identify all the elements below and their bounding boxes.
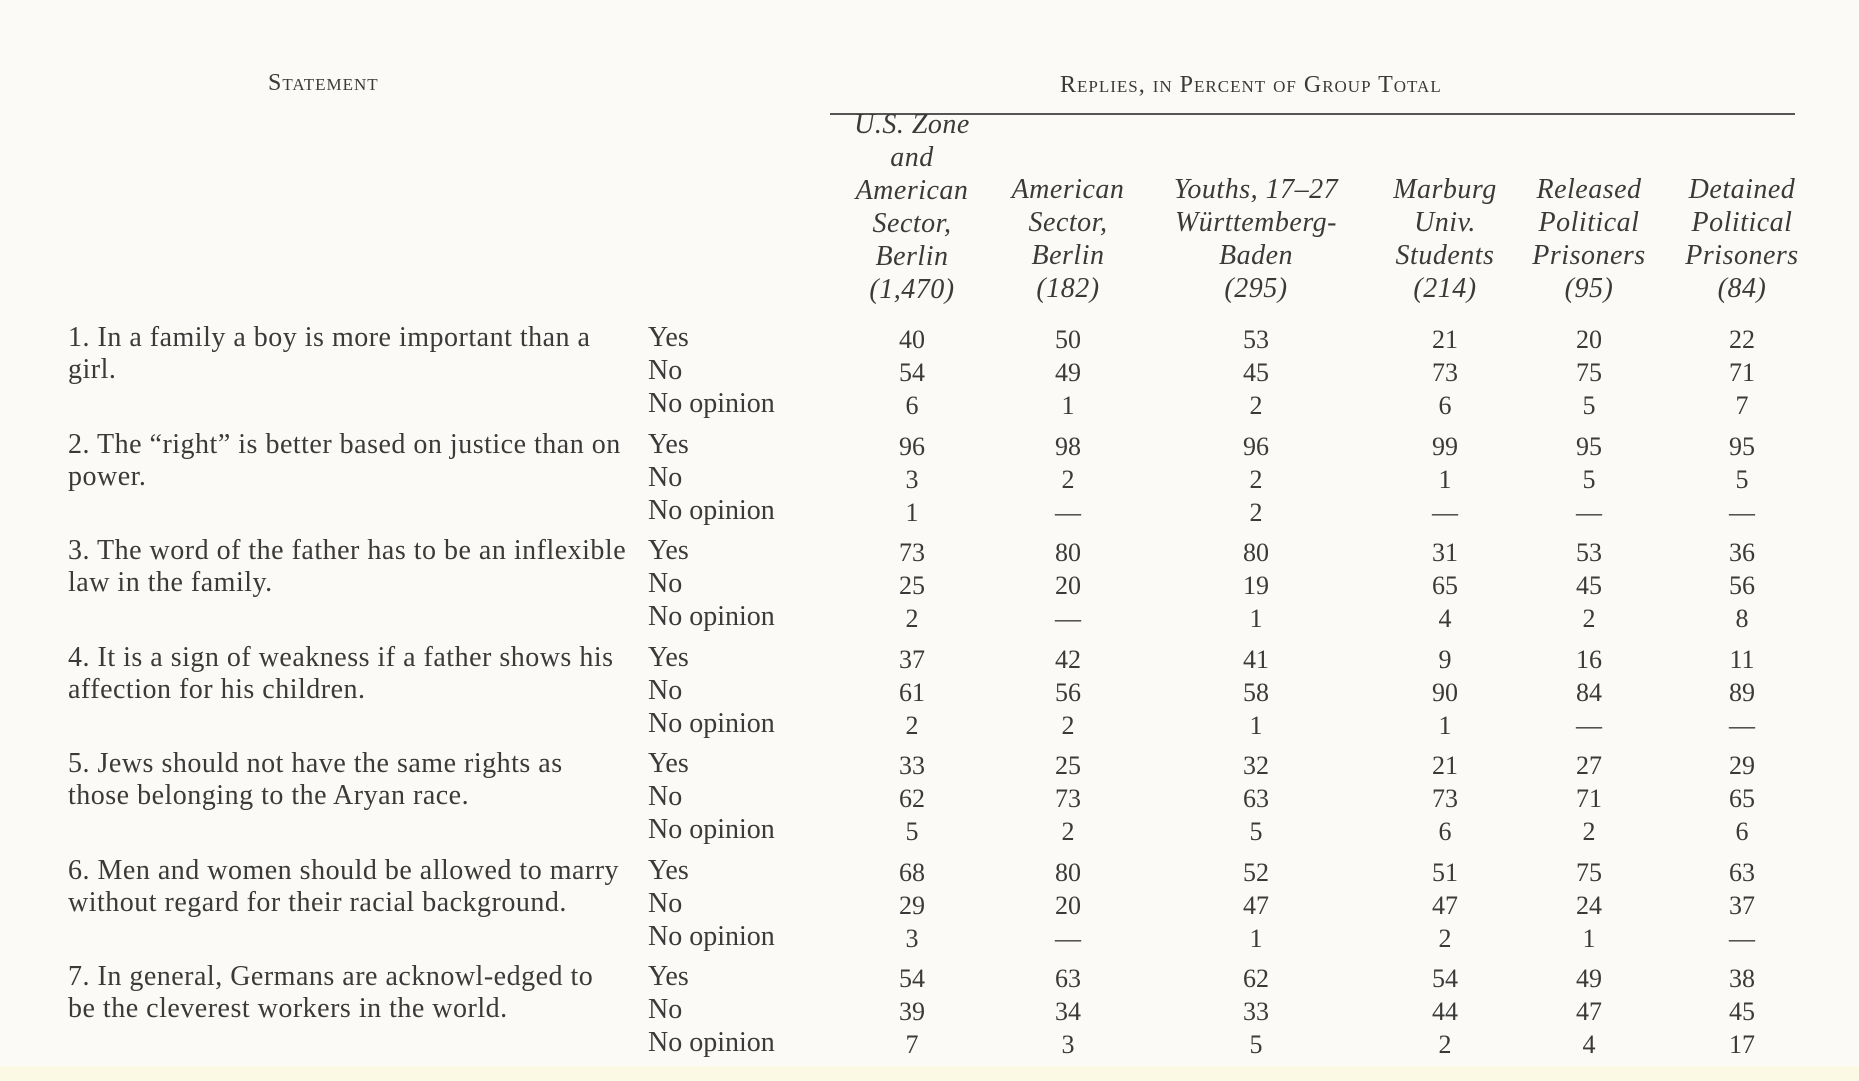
reply-label: No — [648, 994, 683, 1025]
percent-cell: 32 — [1243, 751, 1269, 780]
percent-cell: 63 — [1243, 784, 1269, 813]
reply-label: No opinion — [648, 814, 775, 845]
reply-label: Yes — [648, 429, 689, 460]
percent-cell: 47 — [1576, 997, 1602, 1026]
percent-cell: 47 — [1243, 891, 1269, 920]
percent-cell: — — [1055, 498, 1081, 527]
percent-cell: 73 — [899, 538, 925, 567]
reply-label: No opinion — [648, 708, 775, 739]
reply-label: No — [648, 568, 683, 599]
percent-cell: 95 — [1576, 432, 1602, 461]
percent-cell: 99 — [1432, 432, 1458, 461]
percent-cell: 2 — [1582, 817, 1596, 846]
reply-label: No opinion — [648, 495, 775, 526]
percent-cell: 49 — [1576, 964, 1602, 993]
statement-text: 3. The word of the father has to be an inflexible law in the family. — [68, 535, 627, 598]
reply-label: Yes — [648, 855, 689, 886]
percent-cell: 25 — [1055, 751, 1081, 780]
reply-label: No opinion — [648, 601, 775, 632]
reply-label: No — [648, 462, 683, 493]
percent-cell: 31 — [1432, 538, 1458, 567]
percent-cell: 27 — [1576, 751, 1602, 780]
percent-cell: 16 — [1576, 645, 1602, 674]
statement-text: 7. In general, Germans are acknowl-edged to be the cleverest workers in the world. — [68, 961, 594, 1024]
percent-cell: 71 — [1576, 784, 1602, 813]
percent-cell: 1 — [1249, 604, 1263, 633]
percent-cell: 2 — [905, 604, 919, 633]
reply-label: No opinion — [648, 388, 775, 419]
percent-cell: 29 — [899, 891, 925, 920]
reply-label: Yes — [648, 961, 689, 992]
percent-cell: 38 — [1729, 964, 1755, 993]
percent-cell: 1 — [1438, 711, 1452, 740]
statement-text: 1. In a family a boy is more important than a girl. — [68, 322, 591, 385]
percent-cell: 45 — [1729, 997, 1755, 1026]
reply-label: No — [648, 888, 683, 919]
percent-cell: 2 — [1438, 924, 1452, 953]
percent-cell: 36 — [1729, 538, 1755, 567]
percent-cell: 54 — [1432, 964, 1458, 993]
percent-cell: 53 — [1576, 538, 1602, 567]
reply-label: No — [648, 781, 683, 812]
percent-cell: 52 — [1243, 858, 1269, 887]
percent-cell: 50 — [1055, 325, 1081, 354]
percent-cell: 80 — [1243, 538, 1269, 567]
statement-text: 4. It is a sign of weakness if a father shows his affection for his children. — [68, 642, 614, 705]
percent-cell: 5 — [1735, 465, 1749, 494]
percent-cell: 95 — [1729, 432, 1755, 461]
percent-cell: 41 — [1243, 645, 1269, 674]
percent-cell: 21 — [1432, 325, 1458, 354]
percent-cell: 21 — [1432, 751, 1458, 780]
percent-cell: 2 — [1061, 711, 1075, 740]
replies-column-header: Replies, in Percent of Group Total — [1060, 72, 1442, 98]
group-column-header: U.S. Zone and American Sector, Berlin (1,470) — [854, 109, 970, 305]
percent-cell: — — [1432, 498, 1458, 527]
percent-cell: 2 — [1582, 604, 1596, 633]
percent-cell: 33 — [1243, 997, 1269, 1026]
reply-label: Yes — [648, 748, 689, 779]
group-column-header: American Sector, Berlin (182) — [1011, 174, 1125, 304]
percent-cell: 42 — [1055, 645, 1081, 674]
percent-cell: 37 — [1729, 891, 1755, 920]
percent-cell: 54 — [899, 358, 925, 387]
percent-cell: 98 — [1055, 432, 1081, 461]
reply-label: Yes — [648, 535, 689, 566]
percent-cell: 90 — [1432, 678, 1458, 707]
percent-cell: 22 — [1729, 325, 1755, 354]
percent-cell: 6 — [1735, 817, 1749, 846]
percent-cell: 73 — [1432, 784, 1458, 813]
percent-cell: 49 — [1055, 358, 1081, 387]
percent-cell: 51 — [1432, 858, 1458, 887]
percent-cell: 2 — [1061, 465, 1075, 494]
percent-cell: 75 — [1576, 358, 1602, 387]
percent-cell: 75 — [1576, 858, 1602, 887]
percent-cell: 2 — [905, 711, 919, 740]
percent-cell: 5 — [1249, 1030, 1263, 1059]
group-column-header: Marburg Univ. Students (214) — [1393, 174, 1497, 304]
percent-cell: 25 — [899, 571, 925, 600]
percent-cell: 20 — [1055, 571, 1081, 600]
percent-cell: 7 — [1735, 391, 1749, 420]
percent-cell: 62 — [1243, 964, 1269, 993]
percent-cell: 73 — [1055, 784, 1081, 813]
percent-cell: 45 — [1243, 358, 1269, 387]
percent-cell: 3 — [1061, 1030, 1075, 1059]
percent-cell: 2 — [1249, 391, 1263, 420]
percent-cell: 56 — [1729, 571, 1755, 600]
percent-cell: 47 — [1432, 891, 1458, 920]
percent-cell: 17 — [1729, 1030, 1755, 1059]
percent-cell: 24 — [1576, 891, 1602, 920]
percent-cell: — — [1055, 924, 1081, 953]
percent-cell: 6 — [1438, 391, 1452, 420]
percent-cell: 20 — [1576, 325, 1602, 354]
percent-cell: — — [1576, 498, 1602, 527]
percent-cell: 65 — [1729, 784, 1755, 813]
percent-cell: 96 — [899, 432, 925, 461]
percent-cell: 5 — [1582, 391, 1596, 420]
percent-cell: 71 — [1729, 358, 1755, 387]
percent-cell: 58 — [1243, 678, 1269, 707]
reply-label: No — [648, 355, 683, 386]
page-edge — [0, 1066, 1859, 1081]
percent-cell: 63 — [1729, 858, 1755, 887]
group-column-header: Detained Political Prisoners (84) — [1685, 174, 1799, 304]
percent-cell: 56 — [1055, 678, 1081, 707]
percent-cell: 73 — [1432, 358, 1458, 387]
percent-cell: 80 — [1055, 858, 1081, 887]
percent-cell: 40 — [899, 325, 925, 354]
percent-cell: 53 — [1243, 325, 1269, 354]
percent-cell: 8 — [1735, 604, 1749, 633]
percent-cell: 37 — [899, 645, 925, 674]
percent-cell: 4 — [1582, 1030, 1596, 1059]
percent-cell: 9 — [1438, 645, 1452, 674]
percent-cell: 84 — [1576, 678, 1602, 707]
percent-cell: 3 — [905, 465, 919, 494]
percent-cell: 4 — [1438, 604, 1452, 633]
percent-cell: 2 — [1438, 1030, 1452, 1059]
percent-cell: 65 — [1432, 571, 1458, 600]
percent-cell: — — [1576, 711, 1602, 740]
percent-cell: 44 — [1432, 997, 1458, 1026]
percent-cell: 39 — [899, 997, 925, 1026]
percent-cell: 2 — [1249, 498, 1263, 527]
percent-cell: 80 — [1055, 538, 1081, 567]
percent-cell: — — [1729, 498, 1755, 527]
reply-label: No — [648, 675, 683, 706]
percent-cell: 20 — [1055, 891, 1081, 920]
percent-cell: 63 — [1055, 964, 1081, 993]
percent-cell: — — [1055, 604, 1081, 633]
percent-cell: 1 — [905, 498, 919, 527]
percent-cell: 1 — [1249, 924, 1263, 953]
percent-cell: 6 — [1438, 817, 1452, 846]
reply-label: No opinion — [648, 1027, 775, 1058]
reply-label: Yes — [648, 322, 689, 353]
percent-cell: 68 — [899, 858, 925, 887]
statement-text: 6. Men and women should be allowed to marry without regard for their racial background. — [68, 855, 620, 918]
percent-cell: 1 — [1438, 465, 1452, 494]
percent-cell: 2 — [1061, 817, 1075, 846]
percent-cell: 34 — [1055, 997, 1081, 1026]
percent-cell: 11 — [1729, 645, 1755, 674]
percent-cell: 2 — [1249, 465, 1263, 494]
group-column-header: Youths, 17–27 Württemberg- Baden (295) — [1173, 174, 1339, 304]
percent-cell: 29 — [1729, 751, 1755, 780]
percent-cell: 5 — [1249, 817, 1263, 846]
percent-cell: 5 — [1582, 465, 1596, 494]
percent-cell: 19 — [1243, 571, 1269, 600]
percent-cell: 6 — [905, 391, 919, 420]
percent-cell: 7 — [905, 1030, 919, 1059]
percent-cell: 61 — [899, 678, 925, 707]
reply-label: No opinion — [648, 921, 775, 952]
statement-text: 2. The “right” is better based on justice than on power. — [68, 429, 621, 492]
percent-cell: 96 — [1243, 432, 1269, 461]
statement-text: 5. Jews should not have the same rights as those belonging to the Aryan race. — [68, 748, 563, 811]
percent-cell: 45 — [1576, 571, 1602, 600]
percent-cell: 54 — [899, 964, 925, 993]
group-column-header: Released Political Prisoners (95) — [1532, 174, 1646, 304]
percent-cell: 33 — [899, 751, 925, 780]
percent-cell: 1 — [1582, 924, 1596, 953]
percent-cell: 62 — [899, 784, 925, 813]
reply-label: Yes — [648, 642, 689, 673]
percent-cell: 1 — [1061, 391, 1075, 420]
percent-cell: 89 — [1729, 678, 1755, 707]
statement-column-header: Statement — [268, 70, 379, 96]
percent-cell: 3 — [905, 924, 919, 953]
percent-cell: 5 — [905, 817, 919, 846]
percent-cell: — — [1729, 711, 1755, 740]
percent-cell: — — [1729, 924, 1755, 953]
percent-cell: 1 — [1249, 711, 1263, 740]
